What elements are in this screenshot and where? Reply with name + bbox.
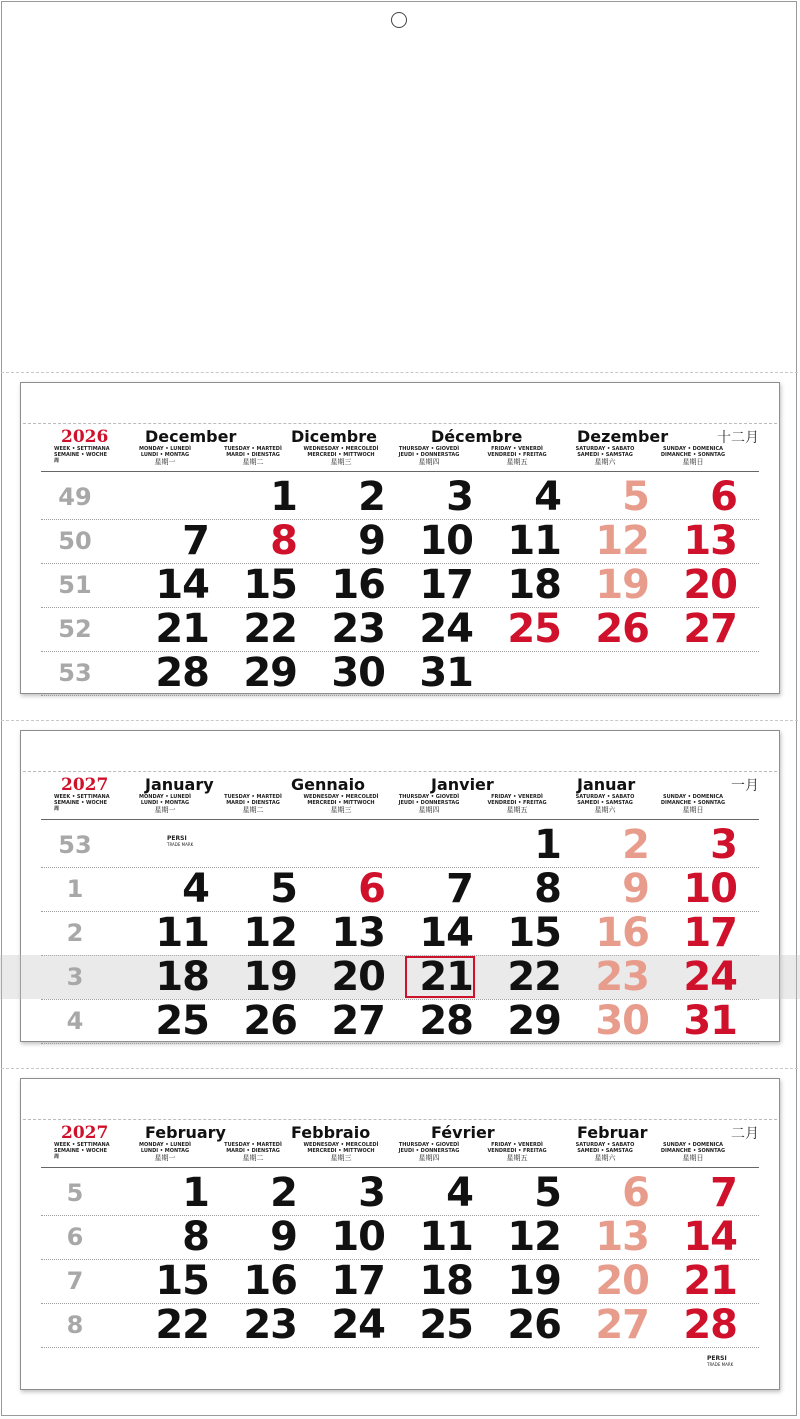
weekday-header-line: 星期日 [682,806,704,814]
calendar-panel [20,1078,780,1390]
month-name: Januar [577,775,636,794]
month-name-cjk: 一月 [731,778,759,794]
perforation-line [23,423,777,424]
week-number: 7 [66,1267,84,1295]
highlighted-date-box [405,956,475,998]
brand-logo [167,835,193,847]
weekday-header-line: SUNDAY • DOMENICA [662,794,724,800]
fold-line [1,372,798,373]
weekday-header-line: 星期六 [594,458,616,466]
weekday-header-line: MERCREDI • MITTWOCH [307,800,375,806]
day-number: 20 [683,562,737,608]
day-number: 6 [710,474,737,520]
day-number: 16 [595,910,649,956]
weekday-header-line: JEUDI • DONNERSTAG [398,1148,460,1154]
day-number: 6 [622,1170,649,1216]
fold-line [1,720,798,721]
week-number: 52 [58,615,92,643]
weekday-header-line: 星期日 [682,458,704,466]
weekday-header-line: 星期四 [418,1154,440,1162]
day-number: 19 [595,562,649,608]
week-number: 4 [66,1007,84,1035]
week-number: 2 [66,919,84,947]
month-name: Décembre [431,427,523,446]
day-number: 11 [507,518,561,564]
weekday-header-line: SAMEDI • SAMSTAG [577,1148,633,1154]
week-number: 53 [58,831,92,859]
weekday-header-line: WEDNESDAY • MERCOLEDÌ [303,1142,379,1148]
weekday-header [209,1142,297,1163]
year-label: 2026 [61,427,109,447]
day-number: 26 [595,606,649,652]
day-number: 4 [534,474,561,520]
weekday-header-line: MONDAY • LUNEDÌ [139,446,191,452]
weekday-header-line: 星期四 [418,806,440,814]
row-divider [41,1043,759,1044]
day-number: 19 [243,954,297,1000]
day-number: 19 [507,1258,561,1304]
day-number: 18 [155,954,209,1000]
day-number: 20 [595,1258,649,1304]
weekday-header [121,446,209,467]
month-name: Janvier [431,775,494,794]
weekday-header-line: SUNDAY • DOMENICA [662,446,724,452]
month-name: Février [431,1123,495,1142]
brand-logo-text: PERSI [707,1355,727,1362]
day-number: 7 [446,866,473,912]
day-number: 8 [182,1214,209,1260]
weekday-header-line: JEUDI • DONNERSTAG [398,800,460,806]
month-name-cjk: 二月 [731,1126,759,1142]
week-number: 51 [58,571,92,599]
weekday-header-line: DIMANCHE • SONNTAG [660,452,726,458]
day-number: 5 [270,866,297,912]
weekday-header [649,794,737,815]
day-number: 8 [270,518,297,564]
weekday-header-line: 星期一 [154,806,176,814]
weekday-header-line: 星期三 [330,458,352,466]
hanging-hole [391,12,407,28]
day-number: 12 [243,910,297,956]
day-number: 2 [622,822,649,868]
weekday-header [385,1142,473,1163]
day-number: 10 [419,518,473,564]
day-number: 13 [595,1214,649,1260]
weekday-header-line: 星期四 [418,458,440,466]
month-name: December [145,427,237,446]
day-number: 17 [331,1258,385,1304]
day-number: 4 [446,1170,473,1216]
weekday-header-line: LUNDI • MONTAG [140,1148,190,1154]
weekday-header [297,1142,385,1163]
day-number: 31 [683,998,737,1044]
weekday-header-line: MERCREDI • MITTWOCH [307,1148,375,1154]
weekday-header-line: THURSDAY • GIOVEDÌ [398,794,460,800]
weekday-header-line: FRIDAY • VENERDÌ [491,794,543,800]
day-number: 5 [534,1170,561,1216]
weekday-header-line: FRIDAY • VENERDÌ [491,1142,543,1148]
year-label: 2027 [61,775,109,795]
day-number: 14 [683,1214,737,1260]
weekday-header [473,446,561,467]
day-number: 22 [507,954,561,1000]
day-number: 16 [243,1258,297,1304]
weekday-header [297,794,385,815]
brand-trademark: TRADE MARK [167,842,194,847]
day-number: 27 [595,1302,649,1348]
brand-logo-text: PERSI [167,835,187,842]
year-label: 2027 [61,1123,109,1143]
day-number: 24 [683,954,737,1000]
day-number: 1 [270,474,297,520]
row-divider [41,695,759,696]
day-number: 21 [419,954,473,1000]
weekday-header-line: 星期二 [242,458,264,466]
week-number: 53 [58,659,92,687]
day-number: 18 [419,1258,473,1304]
week-number: 49 [58,483,92,511]
weekday-header-line: TUESDAY • MARTEDÌ [224,1142,282,1148]
day-number: 8 [534,866,561,912]
weekday-header-line: 星期一 [154,1154,176,1162]
weekday-header-line: SAMEDI • SAMSTAG [577,800,633,806]
day-number: 3 [446,474,473,520]
weekday-header-line: MARDI • DIENSTAG [226,452,280,458]
header-divider [41,471,759,472]
weekday-header-line: SATURDAY • SABATO [575,794,635,800]
day-number: 25 [507,606,561,652]
day-number: 23 [243,1302,297,1348]
brand-trademark: TRADE MARK [707,1362,734,1367]
day-number: 24 [331,1302,385,1348]
day-number: 23 [595,954,649,1000]
weekday-header-line: 星期日 [682,1154,704,1162]
weekday-header-line: LUNDI • MONTAG [140,452,190,458]
day-number: 17 [419,562,473,608]
day-number: 15 [243,562,297,608]
weekday-header-line: THURSDAY • GIOVEDÌ [398,446,460,452]
day-number: 21 [683,1258,737,1304]
weekday-header-line: WEDNESDAY • MERCOLEDÌ [303,794,379,800]
weekday-header-line: 星期二 [242,806,264,814]
day-number: 17 [683,910,737,956]
day-number: 2 [270,1170,297,1216]
weekday-header [121,794,209,815]
weekday-header-line: 星期六 [594,1154,616,1162]
weekday-header [649,446,737,467]
day-number: 28 [683,1302,737,1348]
header-divider [41,1167,759,1168]
calendar-panel [20,730,780,1042]
day-number: 12 [595,518,649,564]
week-column-header: WEEK • SETTIMANA SEMAINE • WOCHE 周 [54,446,110,464]
header-divider [41,819,759,820]
weekday-header-line: 星期三 [330,1154,352,1162]
day-number: 20 [331,954,385,1000]
week-number: 3 [66,963,84,991]
day-number: 28 [419,998,473,1044]
day-number: 10 [683,866,737,912]
day-number: 3 [358,1170,385,1216]
day-number: 26 [507,1302,561,1348]
weekday-header-line: MONDAY • LUNEDÌ [139,1142,191,1148]
month-name: Gennaio [291,775,366,794]
week-column-header: WEEK • SETTIMANA SEMAINE • WOCHE 周 [54,794,110,812]
day-number: 15 [507,910,561,956]
calendar-panel [20,382,780,694]
weekday-header-line: VENDREDI • FREITAG [487,452,547,458]
week-number: 6 [66,1223,84,1251]
day-number: 28 [155,650,209,696]
day-number: 9 [270,1214,297,1260]
week-number: 50 [58,527,92,555]
day-number: 4 [182,866,209,912]
day-number: 24 [419,606,473,652]
month-name: Dicembre [291,427,377,446]
weekday-header-line: VENDREDI • FREITAG [487,800,547,806]
fold-line [1,1068,798,1069]
day-number: 14 [419,910,473,956]
weekday-header-line: MARDI • DIENSTAG [226,800,280,806]
day-number: 6 [358,866,385,912]
day-number: 25 [419,1302,473,1348]
weekday-header-line: SATURDAY • SABATO [575,446,635,452]
weekday-header [561,446,649,467]
weekday-header-line: 星期五 [506,806,528,814]
day-number: 5 [622,474,649,520]
day-number: 29 [507,998,561,1044]
weekday-header-line: 星期二 [242,1154,264,1162]
perforation-line [23,1119,777,1120]
day-number: 21 [155,606,209,652]
week-number: 5 [66,1179,84,1207]
weekday-header [561,1142,649,1163]
weekday-header-line: SATURDAY • SABATO [575,1142,635,1148]
day-number: 27 [331,998,385,1044]
day-number: 16 [331,562,385,608]
weekday-header-line: 星期三 [330,806,352,814]
weekday-header [561,794,649,815]
day-number: 9 [358,518,385,564]
day-number: 15 [155,1258,209,1304]
weekday-header-line: 星期一 [154,458,176,466]
month-name: January [145,775,214,794]
week-number: 1 [66,875,84,903]
weekday-header-line: MARDI • DIENSTAG [226,1148,280,1154]
weekday-header-line: WEDNESDAY • MERCOLEDÌ [303,446,379,452]
day-number: 2 [358,474,385,520]
week-number: 8 [66,1311,84,1339]
month-name: Februar [577,1123,648,1142]
weekday-header-line: 星期五 [506,458,528,466]
day-number: 7 [182,518,209,564]
weekday-header-line: TUESDAY • MARTEDÌ [224,794,282,800]
day-number: 22 [243,606,297,652]
weekday-header [209,794,297,815]
weekday-header-line: LUNDI • MONTAG [140,800,190,806]
weekday-header-line: DIMANCHE • SONNTAG [660,800,726,806]
day-number: 30 [595,998,649,1044]
day-number: 30 [331,650,385,696]
weekday-header-line: MERCREDI • MITTWOCH [307,452,375,458]
day-number: 13 [683,518,737,564]
weekday-header-line: MONDAY • LUNEDÌ [139,794,191,800]
day-number: 12 [507,1214,561,1260]
month-name: Dezember [577,427,669,446]
weekday-header-line: 星期六 [594,806,616,814]
weekday-header [209,446,297,467]
week-column-header: WEEK • SETTIMANA SEMAINE • WOCHE 周 [54,1142,110,1160]
day-number: 13 [331,910,385,956]
brand-logo [707,1355,733,1367]
day-number: 14 [155,562,209,608]
day-number: 11 [155,910,209,956]
day-number: 3 [710,822,737,868]
weekday-header-line: THURSDAY • GIOVEDÌ [398,1142,460,1148]
day-number: 26 [243,998,297,1044]
day-number: 31 [419,650,473,696]
day-number: 11 [419,1214,473,1260]
weekday-header-line: JEUDI • DONNERSTAG [398,452,460,458]
weekday-header-line: 星期五 [506,1154,528,1162]
day-number: 27 [683,606,737,652]
month-name: February [145,1123,226,1142]
weekday-header [297,446,385,467]
weekday-header [121,1142,209,1163]
perforation-line [23,771,777,772]
day-number: 22 [155,1302,209,1348]
weekday-header-line: DIMANCHE • SONNTAG [660,1148,726,1154]
weekday-header [385,794,473,815]
month-name-cjk: 十二月 [717,430,759,446]
day-number: 23 [331,606,385,652]
weekday-header-line: FRIDAY • VENERDÌ [491,446,543,452]
weekday-header-line: SUNDAY • DOMENICA [662,1142,724,1148]
day-number: 1 [182,1170,209,1216]
month-name: Febbraio [291,1123,371,1142]
day-number: 7 [710,1170,737,1216]
day-number: 1 [534,822,561,868]
weekday-header-line: TUESDAY • MARTEDÌ [224,446,282,452]
day-number: 10 [331,1214,385,1260]
weekday-header-line: SAMEDI • SAMSTAG [577,452,633,458]
weekday-header [385,446,473,467]
day-number: 25 [155,998,209,1044]
weekday-header-line: VENDREDI • FREITAG [487,1148,547,1154]
weekday-header [649,1142,737,1163]
day-number: 29 [243,650,297,696]
day-number: 9 [622,866,649,912]
weekday-header [473,1142,561,1163]
weekday-header [473,794,561,815]
row-divider [41,1347,759,1348]
day-number: 18 [507,562,561,608]
